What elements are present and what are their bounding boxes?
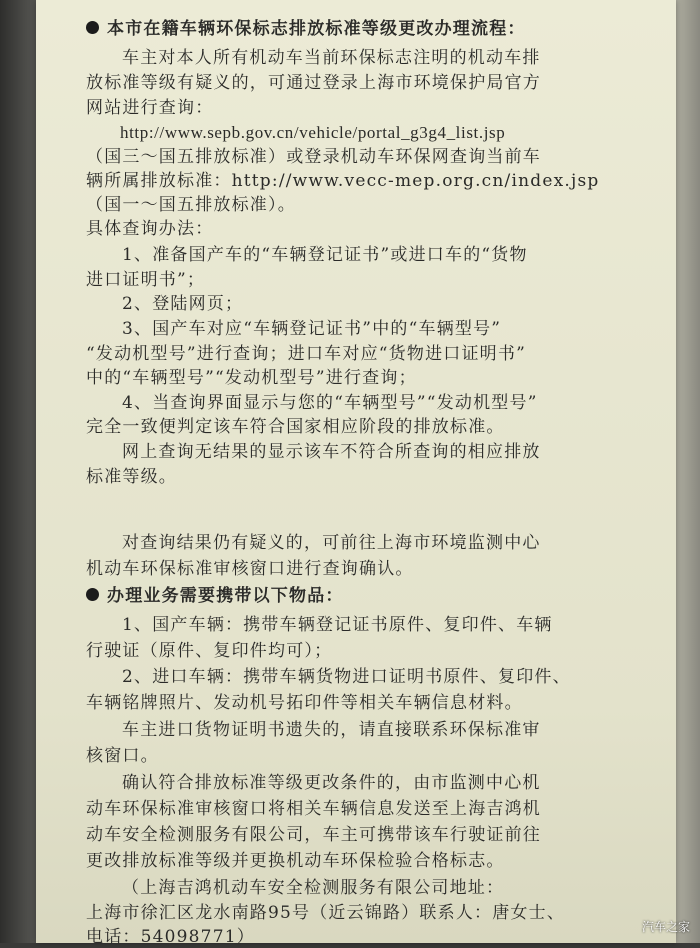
section1-heading-text: 本市在籍车辆环保标志排放标准等级更改办理流程： — [107, 19, 526, 39]
step-3-cont: 中的“车辆型号”“发动机型号”进行查询； — [86, 368, 417, 388]
step-3: 3、国产车对应“车辆登记证书”中的“车辆型号” — [122, 319, 502, 339]
step-1-cont: 进口证明书”； — [86, 270, 206, 290]
confirm-note: 确认符合排放标准等级更改条件的，由市监测中心机 — [122, 773, 541, 793]
doubt-note-cont: 机动车环保标准审核窗口进行查询确认。 — [86, 559, 414, 579]
step-4-cont: 完全一致便判定该车符合国家相应阶段的排放标准。 — [86, 417, 505, 437]
paragraph-line: （国一～国五排放标准）。 — [86, 195, 296, 215]
section2-heading — [86, 585, 344, 607]
paragraph-line: 放标准等级有疑义的，可通过登录上海市环境保护局官方 — [86, 73, 541, 93]
step-4: 4、当查询界面显示与您的“车辆型号”“发动机型号” — [122, 393, 538, 413]
item-2-cont: 车辆铭牌照片、发动机号拓印件等相关车辆信息材料。 — [86, 693, 523, 713]
step-1: 1、准备国产车的“车辆登记证书”或进口车的“货物 — [122, 245, 528, 265]
vecc-url-line: 辆所属排放标准：http://www.vecc-mep.org.cn/index.jsp — [86, 171, 600, 191]
lost-note-cont: 核窗口。 — [86, 746, 159, 766]
bullet-icon — [86, 588, 99, 601]
bullet-icon — [86, 21, 99, 34]
paragraph-line: （国三～国五排放标准）或登录机动车环保网查询当前车 — [86, 147, 541, 167]
section2-heading-text: 办理业务需要携带以下物品： — [107, 586, 344, 606]
no-result-note-cont: 标准等级。 — [86, 467, 177, 487]
section1-heading — [86, 18, 526, 40]
doubt-note: 对查询结果仍有疑义的，可前往上海市环境监测中心 — [122, 533, 541, 553]
company-address: （上海吉鸿机动车安全检测服务有限公司地址： — [122, 878, 505, 898]
step-3-cont: “发动机型号”进行查询；进口车对应“货物进口证明书” — [86, 344, 526, 364]
lost-note: 车主进口货物证明书遗失的，请直接联系环保标准审 — [122, 720, 541, 740]
watermark: 汽车之家 — [641, 920, 690, 934]
confirm-note-cont: 动车安全检测服务有限公司，车主可携带该车行驶证前往 — [86, 825, 541, 845]
paragraph-line: 车主对本人所有机动车当前环保标志注明的机动车排 — [122, 48, 541, 68]
confirm-note-cont: 更改排放标准等级并更换机动车环保检验合格标志。 — [86, 851, 505, 871]
company-phone: 电话：54098771） — [86, 927, 255, 947]
item-1-cont: 行驶证（原件、复印件均可）； — [86, 641, 333, 661]
paragraph-line: 网站进行查询： — [86, 98, 214, 118]
document-paper — [36, 0, 676, 947]
item-2: 2、进口车辆：携带车辆货物进口证明书原件、复印件、 — [122, 667, 571, 687]
sepb-url: http://www.sepb.gov.cn/vehicle/portal_g3g4_list.jsp — [120, 123, 506, 142]
no-result-note: 网上查询无结果的显示该车不符合所查询的相应排放 — [122, 442, 541, 462]
item-1: 1、国产车辆：携带车辆登记证书原件、复印件、车辆 — [122, 615, 553, 635]
desk-background-left — [0, 0, 40, 943]
step-2: 2、登陆网页； — [122, 294, 244, 314]
company-address-cont: 上海市徐汇区龙水南路95号（近云锦路）联系人：唐女士、 — [86, 903, 566, 923]
method-title: 具体查询办法： — [86, 219, 214, 239]
confirm-note-cont: 动车环保标准审核窗口将相关车辆信息发送至上海吉鸿机 — [86, 799, 541, 819]
